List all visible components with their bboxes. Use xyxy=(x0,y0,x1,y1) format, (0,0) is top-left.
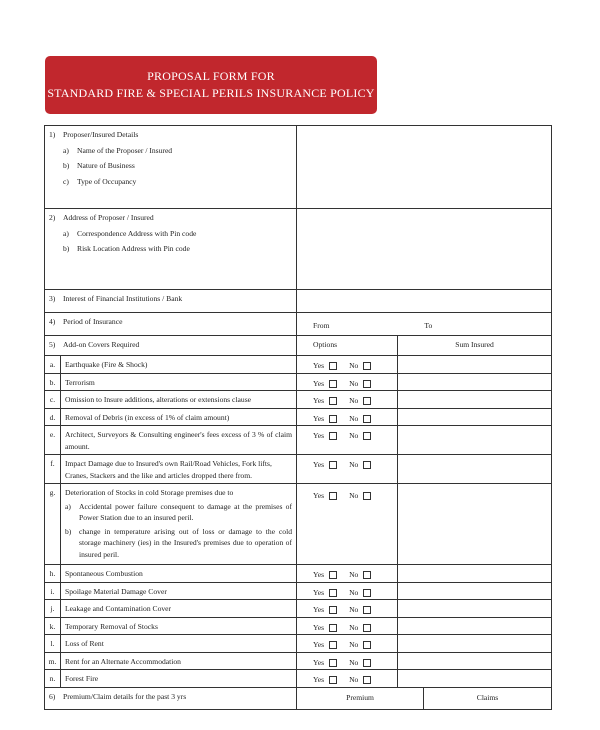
sub-item-letter: b) xyxy=(65,526,72,536)
address-field[interactable] xyxy=(297,209,552,290)
section-financial-interest xyxy=(45,290,552,313)
cover-letter: k. xyxy=(45,617,61,635)
yes-checkbox[interactable] xyxy=(329,589,337,597)
section-title: Proposer/Insured Details xyxy=(63,130,139,139)
period-to-label: To xyxy=(424,321,433,330)
sum-insured-field[interactable] xyxy=(398,391,552,409)
cover-row xyxy=(45,408,552,426)
no-checkbox[interactable] xyxy=(363,461,371,469)
cover-row xyxy=(45,617,552,635)
cover-row xyxy=(45,356,552,374)
yes-no-options: Yes No xyxy=(297,455,398,484)
item-label: Type of Occupancy xyxy=(77,176,137,186)
sub-item-letter: a) xyxy=(65,501,71,511)
no-checkbox[interactable] xyxy=(363,624,371,632)
sum-insured-field[interactable] xyxy=(398,373,552,391)
cover-label: Deterioration of Stocks in cold Storage premises due to xyxy=(65,488,234,497)
yes-checkbox[interactable] xyxy=(329,397,337,405)
proposer-details-field[interactable] xyxy=(297,126,552,209)
item-letter: c) xyxy=(63,176,69,186)
yes-no-options: Yes No xyxy=(297,356,398,374)
cover-row xyxy=(45,484,552,565)
sum-insured-field[interactable] xyxy=(398,408,552,426)
section-add-on-covers xyxy=(45,336,552,356)
form-title-line1: PROPOSAL FORM FOR xyxy=(147,69,275,83)
yes-checkbox[interactable] xyxy=(329,641,337,649)
cover-letter: f. xyxy=(45,455,61,484)
no-checkbox[interactable] xyxy=(363,659,371,667)
proposal-form-table xyxy=(44,125,552,710)
options-header: Options xyxy=(297,336,398,356)
cover-label: Temporary Removal of Stocks xyxy=(61,617,297,635)
sum-insured-field[interactable] xyxy=(398,617,552,635)
yes-checkbox[interactable] xyxy=(329,362,337,370)
cover-label: Spontaneous Combustion xyxy=(61,565,297,583)
sum-insured-field[interactable] xyxy=(398,600,552,618)
cover-label: Rent for an Alternate Accommodation xyxy=(61,652,297,670)
sum-insured-field[interactable] xyxy=(398,582,552,600)
section-number: 6) xyxy=(49,691,56,701)
yes-no-options: Yes No xyxy=(297,408,398,426)
yes-no-options: Yes No xyxy=(297,373,398,391)
cover-row xyxy=(45,455,552,484)
no-checkbox[interactable] xyxy=(363,415,371,423)
section-address xyxy=(45,209,552,290)
yes-no-options: Yes No xyxy=(297,617,398,635)
yes-checkbox[interactable] xyxy=(329,624,337,632)
section-premium-claims xyxy=(45,687,552,709)
cover-label: Earthquake (Fire & Shock) xyxy=(61,356,297,374)
item-label: Correspondence Address with Pin code xyxy=(77,228,197,238)
sub-item-label: Accidental power failure consequent to damage at the premises of Power Station due to an insured peril. xyxy=(79,501,293,522)
no-checkbox[interactable] xyxy=(363,397,371,405)
sum-insured-field[interactable] xyxy=(398,484,552,565)
yes-checkbox[interactable] xyxy=(329,461,337,469)
section-number: 3) xyxy=(49,294,56,303)
cover-label: Omission to Insure additions, alterations or extensions clause xyxy=(61,391,297,409)
period-from-label: From xyxy=(313,321,330,330)
sum-insured-field[interactable] xyxy=(398,356,552,374)
no-checkbox[interactable] xyxy=(363,380,371,388)
cover-row xyxy=(45,391,552,409)
cover-letter: i. xyxy=(45,582,61,600)
sum-insured-field[interactable] xyxy=(398,455,552,484)
cover-row xyxy=(45,670,552,688)
form-title-line2: STANDARD FIRE & SPECIAL PERILS INSURANCE POLICY xyxy=(47,86,375,100)
no-checkbox[interactable] xyxy=(363,641,371,649)
premium-header: Premium xyxy=(297,687,424,709)
item-label: Name of the Proposer / Insured xyxy=(77,145,173,155)
sum-insured-field[interactable] xyxy=(398,635,552,653)
claims-header: Claims xyxy=(424,687,552,709)
sum-insured-field[interactable] xyxy=(398,565,552,583)
cover-row xyxy=(45,635,552,653)
yes-no-options: Yes No xyxy=(297,600,398,618)
form-title-banner xyxy=(45,56,377,114)
cover-label: Spoilage Material Damage Cover xyxy=(61,582,297,600)
cover-label: Removal of Debris (in excess of 1% of claim amount) xyxy=(61,408,297,426)
section-title: Premium/Claim details for the past 3 yrs xyxy=(63,691,187,701)
cover-label: Leakage and Contamination Cover xyxy=(61,600,297,618)
no-checkbox[interactable] xyxy=(363,492,371,500)
section-number: 2) xyxy=(49,213,56,222)
section-proposer-details xyxy=(45,126,552,209)
yes-checkbox[interactable] xyxy=(329,492,337,500)
cover-row xyxy=(45,652,552,670)
no-checkbox[interactable] xyxy=(363,571,371,579)
section-title: Period of Insurance xyxy=(63,317,123,326)
cover-letter: b. xyxy=(45,373,61,391)
financial-interest-field[interactable] xyxy=(297,290,552,313)
yes-checkbox[interactable] xyxy=(329,432,337,440)
no-checkbox[interactable] xyxy=(363,589,371,597)
cover-label: Forest Fire xyxy=(61,670,297,688)
no-checkbox[interactable] xyxy=(363,676,371,684)
cover-letter: h. xyxy=(45,565,61,583)
cover-letter: a. xyxy=(45,356,61,374)
item-label: Nature of Business xyxy=(77,161,135,170)
cover-letter: j. xyxy=(45,600,61,618)
yes-no-options: Yes No xyxy=(297,670,398,688)
section-title: Interest of Financial Institutions / Bank xyxy=(63,294,183,303)
yes-no-options: Yes No xyxy=(297,635,398,653)
section-number: 5) xyxy=(49,340,56,349)
yes-checkbox[interactable] xyxy=(329,415,337,423)
item-letter: b) xyxy=(63,161,70,170)
section-title: Address of Proposer / Insured xyxy=(63,213,154,222)
sum-insured-field[interactable] xyxy=(398,652,552,670)
cover-label: Impact Damage due to Insured's own Rail/Road Vehicles, Fork lifts, Cranes, Stackers and the like and articles dropped there from. xyxy=(61,455,297,484)
cover-row xyxy=(45,600,552,618)
cover-letter: c. xyxy=(45,391,61,409)
no-checkbox[interactable] xyxy=(363,362,371,370)
item-letter: b) xyxy=(63,244,70,253)
cover-row xyxy=(45,373,552,391)
cover-row xyxy=(45,582,552,600)
sum-insured-header: Sum Insured xyxy=(398,336,552,356)
no-checkbox[interactable] xyxy=(363,432,371,440)
sub-item-label: change in temperature arising out of loss or damage to the cold storage machinery (ies) in the Insured's premises due to operation of insured peril. xyxy=(79,526,293,559)
sum-insured-field[interactable] xyxy=(398,426,552,455)
section-number: 4) xyxy=(49,317,56,326)
yes-checkbox[interactable] xyxy=(329,380,337,388)
item-label: Risk Location Address with Pin code xyxy=(77,244,190,253)
yes-no-options: Yes No xyxy=(297,391,398,409)
section-title: Add-on Covers Required xyxy=(63,340,140,349)
yes-checkbox[interactable] xyxy=(329,659,337,667)
cover-letter: d. xyxy=(45,408,61,426)
yes-checkbox[interactable] xyxy=(329,606,337,614)
yes-no-options: Yes No xyxy=(297,484,398,565)
cover-letter: m. xyxy=(45,652,61,670)
cover-letter: l. xyxy=(45,635,61,653)
section-number: 1) xyxy=(49,130,56,139)
cover-letter: g. xyxy=(45,484,61,565)
cover-letter: n. xyxy=(45,670,61,688)
item-letter: a) xyxy=(63,228,69,238)
cover-letter: e. xyxy=(45,426,61,455)
cover-label: Terrorism xyxy=(61,373,297,391)
cover-label: Architect, Surveyors & Consulting engineer's fees excess of 3 % of claim amount. xyxy=(61,426,297,455)
yes-no-options: Yes No xyxy=(297,652,398,670)
yes-checkbox[interactable] xyxy=(329,676,337,684)
sum-insured-field[interactable] xyxy=(398,670,552,688)
no-checkbox[interactable] xyxy=(363,606,371,614)
period-field[interactable] xyxy=(297,313,552,336)
section-period xyxy=(45,313,552,336)
item-letter: a) xyxy=(63,145,69,155)
yes-checkbox[interactable] xyxy=(329,571,337,579)
yes-no-options: Yes No xyxy=(297,565,398,583)
cover-row xyxy=(45,565,552,583)
yes-no-options: Yes No xyxy=(297,426,398,455)
cover-label: Loss of Rent xyxy=(61,635,297,653)
yes-no-options: Yes No xyxy=(297,582,398,600)
cover-row xyxy=(45,426,552,455)
